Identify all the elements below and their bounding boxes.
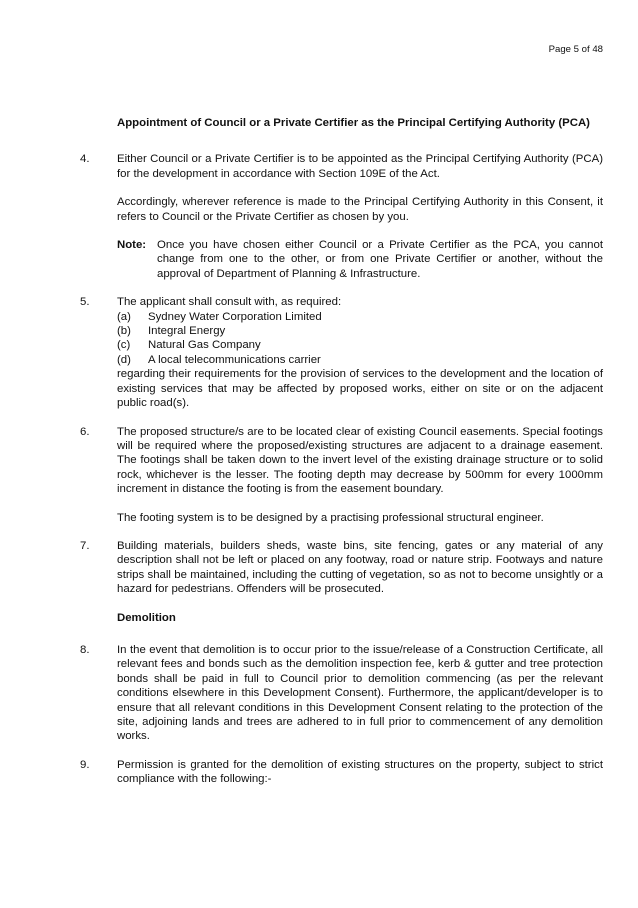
- list-item: [117, 338, 603, 352]
- item-paragraph: Building materials, builders sheds, waste bins, site fencing, gates or any material of any description shall not be left or placed on any footway, road or nature strip. Footways and nature strips shall be maintained, including the cutting of vegetation, so as not to become unsightly or a hazard for pedestrians. Offenders will be prosecuted.: [117, 539, 603, 596]
- item-paragraph: regarding their requirements for the provision of services to the development and the location of existing services that may be affected by proposed works, either on site or on the adjacent public road(s).: [117, 368, 603, 410]
- condition-item-9: [80, 758, 603, 787]
- list-text: A local telecommunications carrier: [148, 353, 321, 366]
- list-text: Natural Gas Company: [148, 339, 261, 352]
- section-heading-pca: Appointment of Council or a Private Certifier as the Principal Certifying Authority (PCA): [117, 117, 590, 129]
- item-paragraph: The proposed structure/s are to be located clear of existing Council easements. Special footings will be required where the proposed/existing structures are adjacent to a drainage easement. The footings shall be taken down to the invert level of the existing drainage structure or to solid rock, whichever is the lesser. The footing depth may decrease by 500mm for every 1000mm increment in distance the footing is from the easement boundary.: [117, 425, 603, 496]
- list-text: Sydney Water Corporation Limited: [148, 310, 322, 323]
- item-number: 9.: [80, 758, 90, 771]
- note-text: Once you have chosen either Council or a Private Certifier as the PCA, you cannot change from one to the other, or from one Private Certifier or another, without the approval of Department of Planning & Infrastructure.: [157, 239, 603, 280]
- condition-item-4: [80, 152, 603, 281]
- item-number: 7.: [80, 539, 90, 552]
- list-item: [117, 353, 603, 367]
- item-number: 6.: [80, 425, 90, 438]
- consult-list: [117, 310, 603, 368]
- condition-item-5: [80, 295, 603, 410]
- note-label: Note:: [117, 239, 147, 252]
- item-paragraph: Either Council or a Private Certifier is to be appointed as the Principal Certifying Authority (PCA) for the development in accordance with Section 109E of the Act.: [117, 153, 603, 180]
- condition-item-8: [80, 643, 603, 744]
- list-item: [117, 310, 603, 324]
- item-paragraph: The footing system is to be designed by a practising professional structural engineer.: [117, 511, 544, 524]
- item-paragraph: Accordingly, wherever reference is made to the Principal Certifying Authority in this Consent, it refers to Council or the Private Certifier as chosen by you.: [117, 196, 603, 223]
- item-paragraph: Permission is granted for the demolition of existing structures on the property, subject to strict compliance with the following:-: [117, 758, 603, 786]
- section-heading-demolition: Demolition: [117, 611, 176, 624]
- item-number: 4.: [80, 153, 90, 166]
- item-number: 5.: [80, 296, 90, 309]
- page-content: [80, 116, 603, 801]
- page-number: Page 5 of 48: [548, 44, 603, 55]
- item-number: 8.: [80, 643, 90, 656]
- condition-item-7: [80, 539, 603, 597]
- list-letter: (c): [117, 339, 131, 352]
- note-block: [117, 238, 603, 281]
- condition-item-6: [80, 425, 603, 525]
- list-letter: (b): [117, 325, 131, 338]
- item-paragraph: In the event that demolition is to occur prior to the issue/release of a Construction Certificate, all relevant fees and bonds such as the demolition inspection fee, kerb & gutter and tree protection bonds shall be paid in full to Council prior to demolition commencing (as per the relevant conditions elsewhere in this Development Consent). Furthermore, the applicant/developer is to ensure that all relevant conditions in this Development Consent relating to the protection of the site, adjoining lands and trees are adhered to in full prior to commencement of any demolition works.: [117, 643, 603, 743]
- list-letter: (a): [117, 310, 131, 323]
- list-text: Integral Energy: [148, 325, 226, 338]
- list-letter: (d): [117, 353, 131, 366]
- list-item: [117, 324, 603, 338]
- item-paragraph: The applicant shall consult with, as required:: [117, 296, 342, 309]
